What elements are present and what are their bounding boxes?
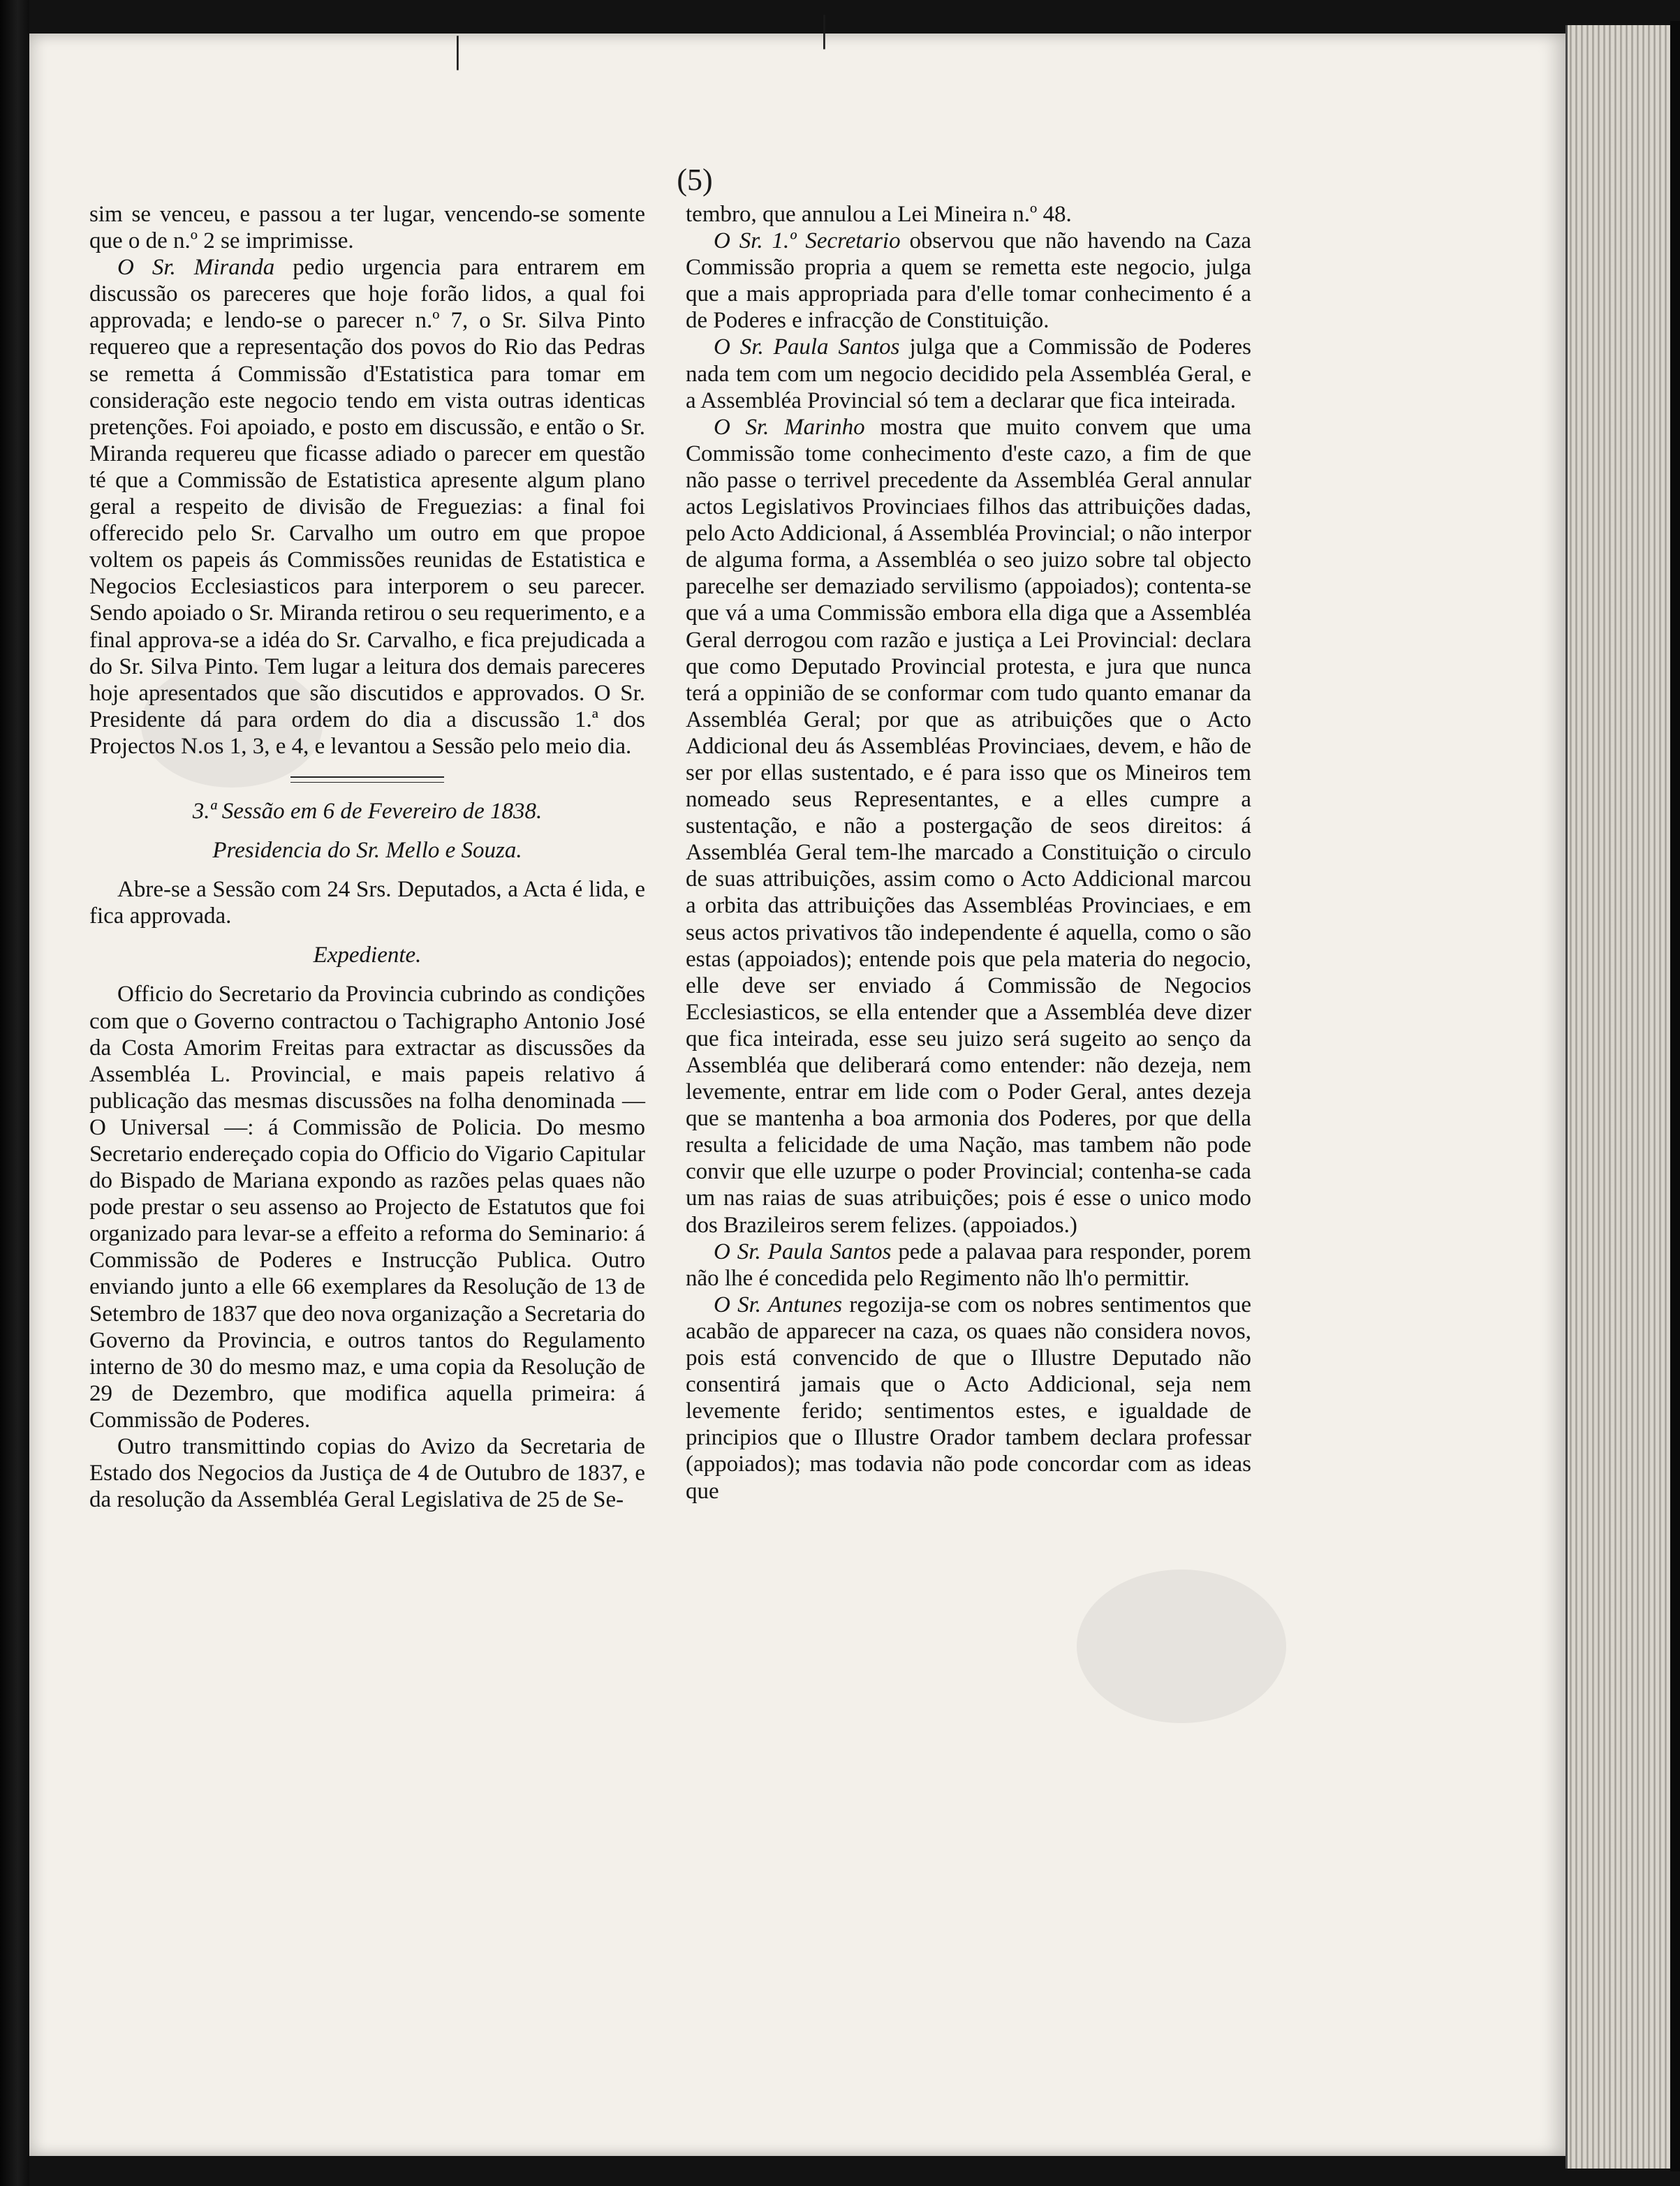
speaker-name: O Sr. Paula Santos <box>714 334 900 360</box>
spacer <box>89 968 645 981</box>
page-number: (5) <box>677 163 713 197</box>
expediente-text: Expediente. <box>313 943 422 968</box>
paragraph <box>686 334 1251 413</box>
paragraph <box>686 228 1251 334</box>
paragraph-text: pede a palavaa para responder, porem não lhe é concedida pelo Regimento não lh'o permittir. <box>686 1239 1251 1291</box>
page-edges <box>1565 25 1672 2169</box>
ink-mark: | <box>820 8 828 50</box>
paragraph: Officio do Secretario da Provincia cubrindo as condições com que o Governo contractou o Tachigrapho Antonio José da Costa Amorim Freitas para extractar as discussões da Assembléa L. Provincial, e mais papeis relativo á publicação das mesmas discussões na folha denominada — O Universal —: á Commissão de Policia. Do mesmo Secretario endereçado copia do Officio do Vigario Capitular do Bispado de Mariana expondo as razões pelas quaes não pode prestar o seu assenso ao Projecto de Estatutos que foi organizado para levar-se a effeito a reforma do Seminario: á Commissão de Poderes e Instrucção Publica. Outro enviando junto a elle 66 exemplares da Resolução de 13 de Setembro de 1837 que deo nova organização a Secretaria do Governo da Provincia, e outros tantos do Regulamento interno de 30 do mesmo maz, e uma copia da Resolução de 29 de Dezembro, que modifica aquella primeira: á Commissão de Poderes. <box>89 982 645 1433</box>
section-divider <box>290 776 444 783</box>
presidency-line <box>89 837 645 864</box>
paragraph-text: mostra que muito convem que uma Commissão tome conhecimento d'este cazo, a fim de que não passe o terrivel precedente da Assembléa Geral annular actos Legislativos Provinciaes filhos das attribuições dadas, pelo Acto Addicional, á Assembléa Provincial; o não interpor de alguma forma, a Assembléa o seo juizo sobre tal objecto parecelhe ser demaziado servilismo (appoiados); contenta-se que vá a uma Commissão embora ella diga que a Assembléa Geral derrogou com razão e justiça a Lei Provincial: declara que como Deputado Provincial protesta, e jura que nunca terá a oppinião de se conformar com tudo quanto emanar da Assembléa Geral; por que as atribuições que o Acto Addicional deu ás Assembléas Provinciaes, devem, e hão de ser por ellas sustentado, e é para isso que os Mineiros tem nomeado seus Representantes, e a elles cumpre a sustentação, e não a postergação de seos direitos: á Assembléa Geral tem-lhe marcado a Constituição o circulo de suas attribuições, assim como o Acto Addicional marcou a orbita das attribuições das Assembléas Provinciaes, e em seus actos privativos tão independente é aquella, como o são estas (appoiados); entende pois que pela materia do negocio, elle deve ser enviado á Commissão de Negocios Ecclesiasticos, se ella entender que a Assembléa deve dizer que fica inteirada, esse seu juizo será sugeito ao senço da Assembléa que deliberará como entender: não dezeja, nem levemente, entrar em lide com o Poder Geral, antes dezeja que se mantenha a boa armonia dos Poderes, por que della resulta a felicidade de uma Nação, mas tambem não pode convir que elle uzurpe o poder Provincial; contenha-se cada um nas raias de suas atribuições; pois é esse o unico modo dos Brazileiros serem felizes. (appoiados.) <box>686 414 1251 1238</box>
paragraph-text: observou que não havendo na Caza Commissão propria a quem se remetta este negocio, julga que a mais appropriada para d'elle tomar conhecimento é a de Poderes e infracção de Constituição. <box>686 228 1251 334</box>
session-heading-text: 3.ª Sessão em 6 de Fevereiro de 1838. <box>192 798 543 824</box>
speaker-name: O Sr. Paula Santos <box>714 1239 892 1264</box>
paragraph <box>686 1292 1251 1505</box>
speaker-name: O Sr. Antunes <box>714 1292 843 1317</box>
spacer <box>89 929 645 942</box>
expediente-heading <box>89 942 645 968</box>
book-edge-shadow <box>1670 21 1680 2171</box>
left-column <box>89 201 645 1513</box>
binding-shadow <box>0 0 29 2186</box>
paragraph: sim se venceu, e passou a ter lugar, vencendo-se somente que o de n.º 2 se imprimisse. <box>89 202 645 254</box>
spacer <box>89 825 645 837</box>
paragraph: tembro, que annulou a Lei Mineira n.º 48. <box>686 202 1072 227</box>
speaker-name: O Sr. Marinho <box>714 414 865 440</box>
ink-mark: | <box>454 29 462 71</box>
paragraph-text: pedio urgencia para entrarem em discussão os pareceres que hoje forão lidos, a qual foi approvada; e lendo-se o parecer n.º 7, o Sr. Silva Pinto requereo que a representação dos povos do Rio das Pedras se remetta á Commissão d'Estatistica para tomar em consideração este negocio tendo em vista outras identicas pretenções. Foi apoiado, e posto em discussão, e então o Sr. Miranda requereu que ficasse adiado o parecer em questão té que a Commissão de Estatistica apresente algum plano geral a respeito de divisão de Freguezias: a final foi offerecido pelo Sr. Carvalho um outro em que propoe voltem os papeis ás Commissões reunidas de Estatistica e Negocios Ecclesiasticos para interporem o seu parecer. Sendo apoiado o Sr. Miranda retirou o seu requerimento, e a final approva-se a idéa do Sr. Carvalho, e fica prejudicada a do Sr. Silva Pinto. Tem lugar a leitura dos demais pareceres hoje apresentados que são discutidos e approvados. O Sr. Presidente dá para ordem do dia a discussão 1.ª dos Projectos N.os 1, 3, e 4, e levantou a Sessão pelo meio dia. <box>89 255 645 759</box>
paper-stain <box>1077 1570 1286 1723</box>
session-heading <box>89 798 645 825</box>
speaker-name: O Sr. Miranda <box>117 255 275 281</box>
paragraph-text: regozija-se com os nobres sentimentos que acabão de apparecer na caza, os quaes não considera novos, pois está convencido de que o Illustre Deputado não consentirá jamais que o Acto Addicional, seja nem levemente ferido; sentimentos estes, e igualdade de principios que o Illustre Orador tambem declara professar (appoiados); mas todavia não pode concordar com as ideas que <box>686 1292 1251 1504</box>
paragraph-text: julga que a Commissão de Poderes nada tem com um negocio decidido pela Assembléa Geral, e a Assembléa Provincial só tem a declarar que fica inteirada. <box>686 334 1251 413</box>
speaker-name: O Sr. 1.º Secretario <box>714 228 901 254</box>
spacer <box>89 864 645 876</box>
paragraph <box>89 254 645 760</box>
paragraph <box>686 1239 1251 1292</box>
paragraph <box>686 414 1251 1239</box>
paragraph: Abre-se a Sessão com 24 Srs. Deputados, a Acta é lida, e fica approvada. <box>89 877 645 929</box>
right-column <box>686 201 1251 1505</box>
presidency-text: Presidencia do Sr. Mello e Souza. <box>212 838 522 864</box>
paragraph: Outro transmittindo copias do Avizo da Secretaria de Estado dos Negocios da Justiça de 4 de Outubro de 1837, e da resolução da Assembléa Geral Legislativa de 25 de Se- <box>89 1434 645 1513</box>
